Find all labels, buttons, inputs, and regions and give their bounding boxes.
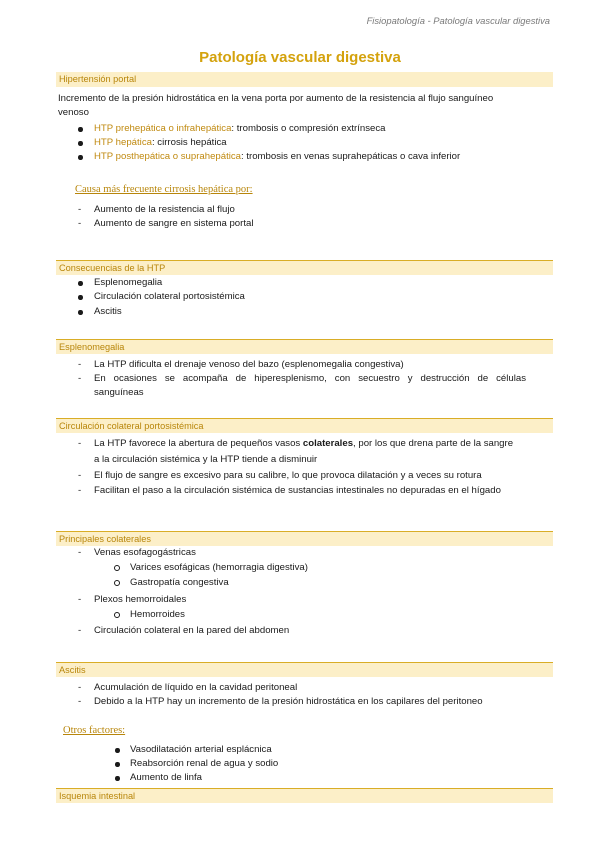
- dash-icon: -: [78, 204, 82, 215]
- circle-bullet-icon: [114, 612, 120, 618]
- list-item: Ascitis: [94, 306, 122, 317]
- bullet-icon: [115, 762, 120, 767]
- section-heading-hipertension: Hipertensión portal: [56, 72, 553, 87]
- dash-icon: -: [78, 485, 82, 496]
- list-item-continuation: sanguíneas: [94, 387, 144, 398]
- list-item: Facilitan el paso a la circulación sistémica de sustancias intestinales no depuradas en el hígado: [94, 485, 501, 496]
- section-heading-isquemia: Isquemia intestinal: [56, 788, 553, 803]
- list-item: Aumento de linfa: [130, 772, 202, 783]
- bullet-icon: [115, 748, 120, 753]
- list-item: Plexos hemorroidales: [94, 594, 187, 605]
- bullet-icon: [78, 155, 83, 160]
- bullet-icon: [78, 141, 83, 146]
- dash-icon: -: [78, 682, 82, 693]
- list-item-bold: colaterales: [302, 438, 354, 449]
- dash-icon: -: [78, 696, 82, 707]
- list-item-text: , por los que drena parte de la sangre: [353, 438, 514, 449]
- hipertension-intro-line2: venoso: [58, 107, 89, 118]
- list-item-text: La HTP favorece la abertura de pequeños vasos: [94, 438, 303, 449]
- bullet-icon: [78, 295, 83, 300]
- list-item: Venas esofagogástricas: [94, 547, 196, 558]
- list-item: Vasodilatación arterial esplácnica: [130, 744, 272, 755]
- dash-icon: -: [78, 359, 82, 370]
- list-item: Esplenomegalia: [94, 277, 163, 288]
- list-item-term: HTP posthepática o suprahepática: [94, 151, 242, 162]
- running-header: Fisiopatología - Patología vascular digestiva: [366, 15, 550, 26]
- list-item-desc: : trombosis en venas suprahepáticas o cava inferior: [241, 151, 461, 162]
- dash-icon: -: [78, 547, 82, 558]
- sub-list-item: Gastropatía congestiva: [130, 577, 229, 588]
- list-item: Acumulación de líquido en la cavidad peritoneal: [94, 682, 298, 693]
- bullet-icon: [115, 776, 120, 781]
- list-item: Debido a la HTP hay un incremento de la presión hidrostática en los capilares del peritoneo: [94, 696, 483, 707]
- list-item: La HTP dificulta el drenaje venoso del bazo (esplenomegalia congestiva): [94, 359, 404, 370]
- dash-icon: -: [78, 594, 82, 605]
- list-item: Aumento de sangre en sistema portal: [94, 218, 254, 229]
- section-heading-colaterales: Principales colaterales: [56, 531, 553, 546]
- list-item: [94, 123, 386, 134]
- list-item-desc: : cirrosis hepática: [151, 137, 227, 148]
- list-item-term: HTP prehepática o infrahepática: [94, 123, 232, 134]
- bullet-icon: [78, 127, 83, 132]
- list-item-desc: : trombosis o compresión extrínseca: [231, 123, 386, 134]
- list-item: [94, 137, 227, 148]
- bullet-icon: [78, 310, 83, 315]
- list-item: Circulación colateral en la pared del abdomen: [94, 625, 290, 636]
- dash-icon: -: [78, 625, 82, 636]
- list-item: El flujo de sangre es excesivo para su calibre, lo que provoca dilatación y a veces su rotura: [94, 470, 482, 481]
- bullet-icon: [78, 281, 83, 286]
- list-item-continuation: a la circulación sistémica y la HTP tiende a disminuir: [94, 454, 318, 465]
- list-item: Circulación colateral portosistémica: [94, 291, 245, 302]
- sub-list-item: Hemorroides: [130, 609, 185, 620]
- list-item: [94, 151, 460, 162]
- dash-icon: -: [78, 218, 82, 229]
- list-item: Reabsorción renal de agua y sodio: [130, 758, 279, 769]
- dash-icon: -: [78, 373, 82, 384]
- sub-list-item: Varices esofágicas (hemorragia digestiva): [130, 562, 308, 573]
- hipertension-intro-line1: Incremento de la presión hidrostática en la vena porta por aumento de la resistencia al flujo sanguíneo: [58, 93, 494, 104]
- page-title: Patología vascular digestiva: [199, 49, 401, 66]
- circle-bullet-icon: [114, 565, 120, 571]
- dash-icon: -: [78, 470, 82, 481]
- list-item: Aumento de la resistencia al flujo: [94, 204, 235, 215]
- other-factors-subheading: Otros factores:: [63, 725, 126, 736]
- circle-bullet-icon: [114, 580, 120, 586]
- list-item: En ocasiones se acompaña de hiperesplenismo, con secuestro y destrucción de células: [94, 373, 526, 384]
- section-heading-esplenomegalia: Esplenomegalia: [56, 339, 553, 354]
- list-item: [94, 438, 513, 449]
- list-item-term: HTP hepática: [94, 137, 152, 148]
- section-heading-ascitis: Ascitis: [56, 662, 553, 677]
- cause-subheading: Causa más frecuente cirrosis hepática por:: [75, 184, 253, 195]
- section-heading-circulacion: Circulación colateral portosistémica: [56, 418, 553, 433]
- dash-icon: -: [78, 438, 82, 449]
- section-heading-consecuencias: Consecuencias de la HTP: [56, 260, 553, 275]
